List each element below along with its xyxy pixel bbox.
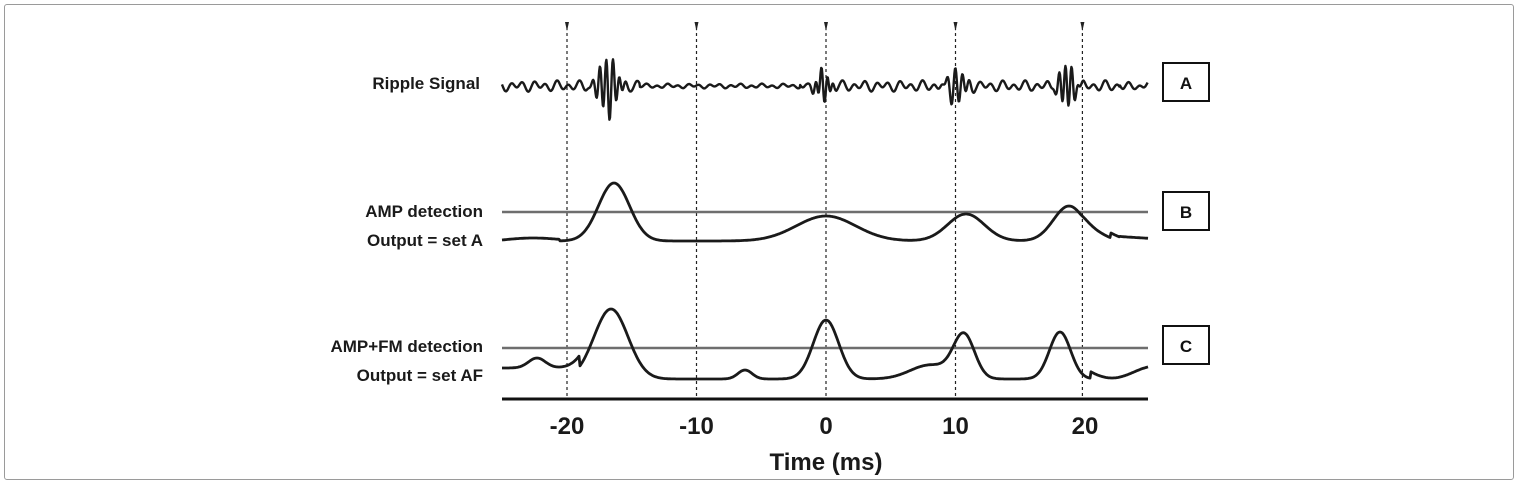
panel-a-letter: A — [1179, 74, 1193, 93]
time-axis-tick-label: 20 — [1071, 413, 1099, 440]
panel-c-label-line1: AMP+FM detection — [330, 337, 483, 356]
panel-c — [330, 309, 1209, 385]
event-marker-head — [1080, 22, 1084, 31]
event-markers — [565, 22, 1084, 399]
event-marker-head — [954, 22, 958, 31]
time-axis-tick-label: -10 — [679, 413, 714, 440]
time-axis-tick-label: 10 — [942, 413, 969, 440]
panel-b-letter: B — [1179, 203, 1193, 222]
panel-c-label-line2: Output = set AF — [356, 366, 483, 385]
event-marker-head — [824, 22, 828, 31]
panel-a-label: Ripple Signal — [372, 74, 480, 93]
ripple-signal-trace — [502, 59, 1148, 119]
time-axis — [502, 399, 1148, 476]
panel-a — [372, 59, 1209, 119]
event-marker-head — [565, 22, 569, 31]
amp-fm-envelope-trace — [502, 309, 1148, 379]
event-marker-head — [695, 22, 699, 31]
time-axis-tick-labels — [550, 413, 1099, 440]
panel-b-label-line2: Output = set A — [366, 231, 483, 250]
panel-c-letter: C — [1179, 337, 1193, 356]
time-axis-tick-label: -20 — [549, 413, 585, 440]
time-axis-title: Time (ms) — [769, 449, 883, 476]
time-axis-tick-label: 0 — [819, 413, 833, 440]
panel-b-label-line1: AMP detection — [365, 202, 483, 221]
